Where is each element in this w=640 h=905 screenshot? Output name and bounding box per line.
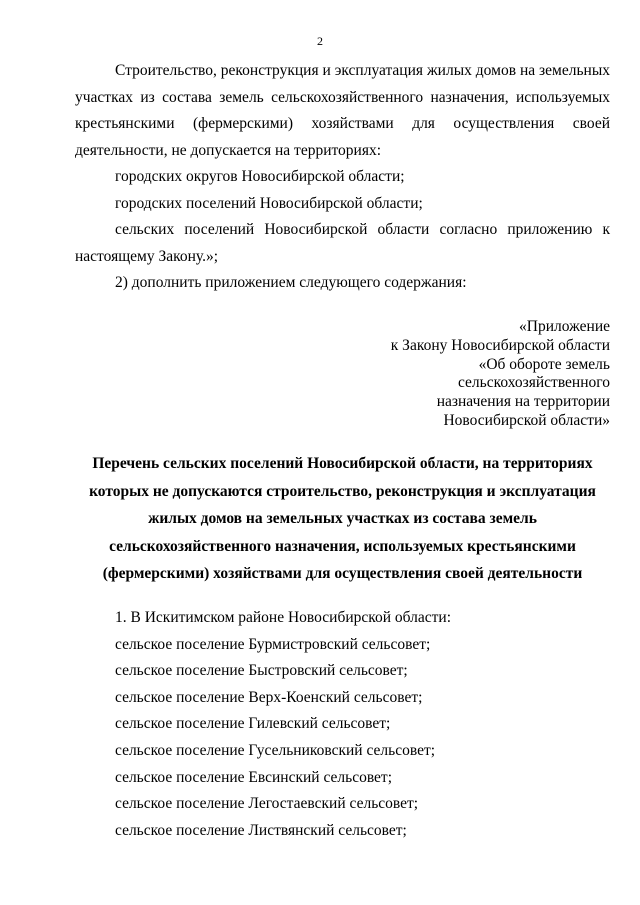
list-item: сельское поселение Гусельниковский сельсовет; — [115, 741, 436, 759]
appendix-line: назначения на территории — [436, 393, 610, 411]
heading-line: сельскохозяйственного назначения, используемых крестьянскими — [109, 537, 576, 555]
list-item: сельское поселение Легостаевский сельсовет; — [115, 795, 419, 813]
list-heading — [75, 450, 610, 588]
list-item: сельское поселение Гилевский сельсовет; — [115, 715, 391, 733]
heading-line: которых не допускаются строительство, реконструкция и эксплуатация — [89, 482, 596, 500]
list-item: сельское поселение Евсинский сельсовет; — [115, 768, 393, 786]
paragraph-urban-districts: городских округов Новосибирской области; — [115, 168, 405, 185]
appendix-line: сельскохозяйственного — [457, 374, 610, 392]
paragraph-rural-settlements: сельских поселений Новосибирской области согласно приложению к настоящему Закону.»; — [75, 221, 610, 265]
paragraph-urban-settlements: городских поселений Новосибирской области; — [115, 194, 423, 212]
heading-line: (фермерскими) хозяйствами для осуществления своей деятельности — [102, 565, 583, 582]
page-number: 2 — [317, 34, 323, 48]
list-item: сельское поселение Листвянский сельсовет; — [115, 821, 407, 839]
appendix-line: Новосибирской области» — [443, 411, 610, 429]
appendix-line: «Об обороте земель — [478, 355, 610, 373]
paragraph-amendment: 2) дополнить приложением следующего содержания: — [115, 274, 467, 291]
heading-line: жилых домов на земельных участках из состава земель — [148, 510, 537, 527]
list-item: сельское поселение Бурмистровский сельсовет; — [115, 635, 431, 653]
appendix-line: «Приложение — [519, 318, 610, 335]
paragraph-restriction: Строительство, реконструкция и эксплуатация жилых домов на земельных участках из состава земель сельскохозяйственного назначения, используемых крестьянскими (фермерскими) хозяйствами для осуществления своей деятельности, не допускается на территориях: — [75, 62, 610, 159]
appendix-header — [391, 318, 610, 431]
list-item: сельское поселение Верх-Коенский сельсовет; — [115, 688, 423, 706]
list-item: сельское поселение Быстровский сельсовет; — [115, 662, 408, 680]
settlement-list — [75, 605, 610, 844]
district-title: 1. В Искитимском районе Новосибирской области: — [115, 609, 452, 626]
appendix-line: к Закону Новосибирской области — [390, 336, 610, 354]
body-text — [75, 58, 610, 297]
heading-line: Перечень сельских поселений Новосибирской области, на территориях — [92, 455, 593, 472]
